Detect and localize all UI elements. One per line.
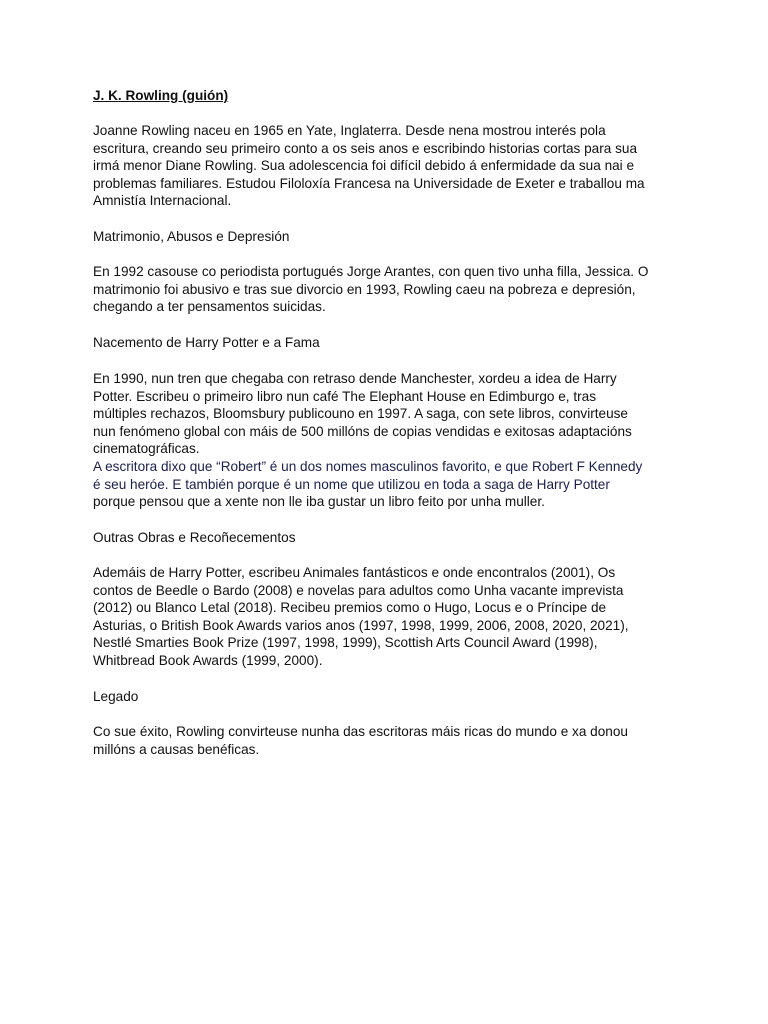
highlighted-line: A escritora dixo que “Robert” é un dos nomes masculinos favorito, e que Robert F Kennedy bbox=[93, 458, 643, 474]
intro-line: Amnistía Internacional. bbox=[93, 193, 232, 209]
highlighted-line: é seu heróe. E también porque é un nome que utilizou en toda a saga de Harry Potter bbox=[93, 476, 610, 492]
body-line: chegando a ter pensamentos suicidas. bbox=[93, 299, 326, 315]
section-heading-matrimonio: Matrimonio, Abusos e Depresión bbox=[93, 229, 290, 244]
body-line: porque pensou que a xente non lle iba gustar un libro feito por unha muller. bbox=[93, 494, 545, 510]
body-line: Co sue éxito, Rowling convirteuse nunha das escritoras máis ricas do mundo e xa donou bbox=[93, 724, 628, 739]
intro-line: Joanne Rowling naceu en 1965 en Yate, Inglaterra. Desde nena mostrou interés pola bbox=[93, 123, 606, 138]
intro-line: escritura, creando seu primeiro conto a os seis anos e escribindo historias cortas para sua bbox=[93, 140, 638, 156]
body-line: cinematográficas. bbox=[93, 441, 200, 457]
intro-line: problemas familiares. Estudou Filoloxía Francesa na Universidade de Exeter e traballou ma bbox=[93, 175, 645, 191]
body-line: nun fenómeno global con máis de 500 millóns de copias vendidas e exitosas adaptacións bbox=[93, 423, 632, 439]
body-line: Ademáis de Harry Potter, escribeu Animales fantásticos e onde encontralos (2001), Os bbox=[93, 565, 616, 580]
body-line: En 1992 casouse co periodista portugués Jorge Arantes, con quen tivo unha filla, Jessica. O bbox=[93, 264, 649, 279]
body-line: contos de Beedle o Bardo (2008) e novelas para adultos como Unha vacante imprevista bbox=[93, 582, 624, 598]
intro-paragraph bbox=[93, 122, 645, 210]
body-line: Potter. Escribeu o primeiro libro nun café The Elephant House en Edimburgo e, tras bbox=[93, 388, 596, 404]
body-line: En 1990, nun tren que chegaba con retraso dende Manchester, xordeu a idea de Harry bbox=[93, 371, 617, 386]
section-heading-nacemento: Nacemento de Harry Potter e a Fama bbox=[93, 335, 320, 350]
section-heading-legado: Legado bbox=[93, 689, 139, 704]
section-body-nacemento bbox=[93, 370, 642, 511]
body-line: matrimonio foi abusivo e tras sue divorcio en 1993, Rowling caeu na pobreza e depresión, bbox=[93, 281, 636, 297]
section-body-legado bbox=[93, 723, 628, 758]
intro-line: irmá menor Diane Rowling. Sua adolescencia foi difícil debido á enfermidade da sua nai e bbox=[93, 158, 635, 174]
body-line: Whitbread Book Awards (1999, 2000). bbox=[93, 652, 323, 668]
document-title: J. K. Rowling (guión) bbox=[93, 88, 229, 103]
section-heading-outras-obras: Outras Obras e Recoñecementos bbox=[93, 530, 296, 545]
body-line: Nestlé Smarties Book Prize (1997, 1998, 1999), Scottish Arts Council Award (1998), bbox=[93, 635, 598, 651]
body-line: múltiples rechazos, Bloomsbury publicouno en 1997. A saga, con sete libros, convirteuse bbox=[93, 406, 628, 422]
body-line: Asturias, o British Book Awards varios anos (1997, 1998, 1999, 2006, 2008, 2020, 2021), bbox=[93, 617, 629, 633]
section-body-matrimonio bbox=[93, 263, 648, 316]
section-body-outras-obras bbox=[93, 564, 629, 670]
body-line: millóns a causas benéficas. bbox=[93, 741, 260, 757]
body-line: (2012) ou Blanco Letal (2018). Recibeu premios como o Hugo, Locus e o Príncipe de bbox=[93, 600, 607, 616]
